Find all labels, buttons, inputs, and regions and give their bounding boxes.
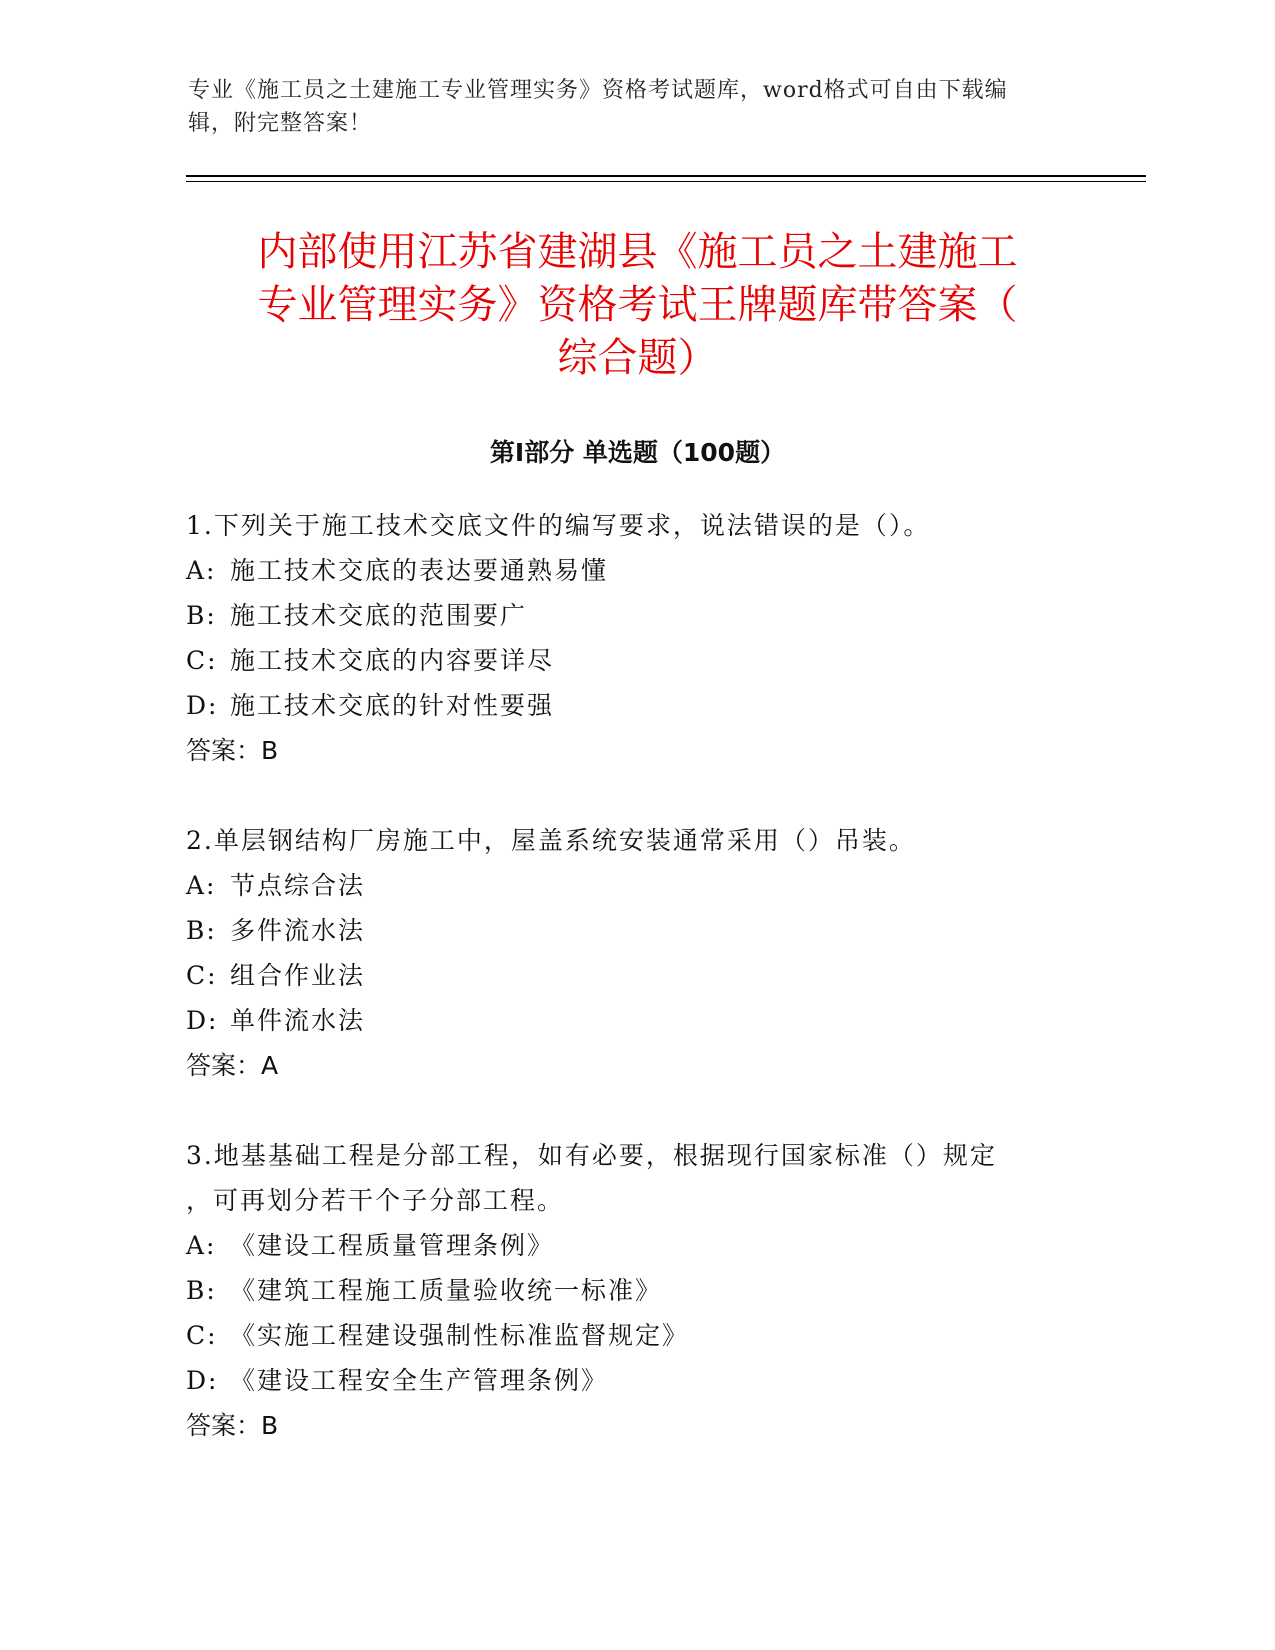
option-d <box>186 1358 1086 1403</box>
option-text: 《建筑工程施工质量验收统一标准》 <box>230 1276 663 1305</box>
option-text: 《实施工程建设强制性标准监督规定》 <box>230 1321 690 1350</box>
option-c <box>186 953 1086 998</box>
option-text: 节点综合法 <box>230 871 366 900</box>
option-letter: B: <box>186 916 217 945</box>
document-title-line-2: 专业管理实务》资格考试王牌题库带答案（ <box>257 282 1018 328</box>
option-letter: B: <box>186 601 217 630</box>
option-letter: A: <box>186 1231 217 1260</box>
question-stem: 2.单层钢结构厂房施工中，屋盖系统安装通常采用（）吊装。 <box>186 826 916 855</box>
option-b <box>186 1268 1086 1313</box>
question-stem: 1.下列关于施工技术交底文件的编写要求，说法错误的是（）。 <box>186 511 931 540</box>
option-letter: C: <box>186 1321 218 1350</box>
option-letter: D: <box>186 1006 219 1035</box>
header-divider-thin <box>186 181 1146 182</box>
option-d <box>186 683 1086 728</box>
option-text: 《建设工程质量管理条例》 <box>230 1231 555 1260</box>
option-letter: C: <box>186 646 218 675</box>
header-divider-thick <box>186 175 1146 177</box>
option-a <box>186 1223 1086 1268</box>
header-note <box>188 74 1068 140</box>
option-text: 单件流水法 <box>230 1006 366 1035</box>
option-d <box>186 998 1086 1043</box>
option-text: 施工技术交底的针对性要强 <box>230 691 555 720</box>
header-note-line-1: 专业《施工员之土建施工专业管理实务》资格考试题库，word格式可自由下载编 <box>188 78 1008 103</box>
option-b <box>186 908 1086 953</box>
section-title: 第Ⅰ部分 单选题（100题） <box>489 438 786 467</box>
option-letter: D: <box>186 691 219 720</box>
option-b <box>186 593 1086 638</box>
option-text: 施工技术交底的表达要通熟易懂 <box>230 556 609 585</box>
document-title-line-1: 内部使用江苏省建湖县《施工员之土建施工 <box>257 229 1018 275</box>
option-text: 多件流水法 <box>230 916 366 945</box>
option-text: 施工技术交底的范围要广 <box>230 601 528 630</box>
question-1 <box>186 503 1086 773</box>
option-a <box>186 863 1086 908</box>
header-note-line-2: 辑，附完整答案！ <box>188 111 373 136</box>
option-text: 施工技术交底的内容要详尽 <box>230 646 555 675</box>
option-letter: C: <box>186 961 218 990</box>
document-title-line-3: 综合题） <box>557 335 718 381</box>
document-title <box>170 226 1105 385</box>
question-3 <box>186 1133 1086 1448</box>
option-text: 组合作业法 <box>230 961 366 990</box>
question-2 <box>186 818 1086 1088</box>
answer: 答案：A <box>186 1051 279 1080</box>
answer: 答案：B <box>186 736 279 765</box>
option-c <box>186 1313 1086 1358</box>
option-letter: A: <box>186 871 217 900</box>
question-stem-continued: ，可再划分若干个子分部工程。 <box>186 1186 565 1215</box>
option-letter: D: <box>186 1366 219 1395</box>
option-a <box>186 548 1086 593</box>
option-c <box>186 638 1086 683</box>
answer: 答案：B <box>186 1411 279 1440</box>
option-text: 《建设工程安全生产管理条例》 <box>230 1366 609 1395</box>
option-letter: A: <box>186 556 217 585</box>
question-stem: 3.地基基础工程是分部工程，如有必要，根据现行国家标准（）规定 <box>186 1141 997 1170</box>
option-letter: B: <box>186 1276 217 1305</box>
